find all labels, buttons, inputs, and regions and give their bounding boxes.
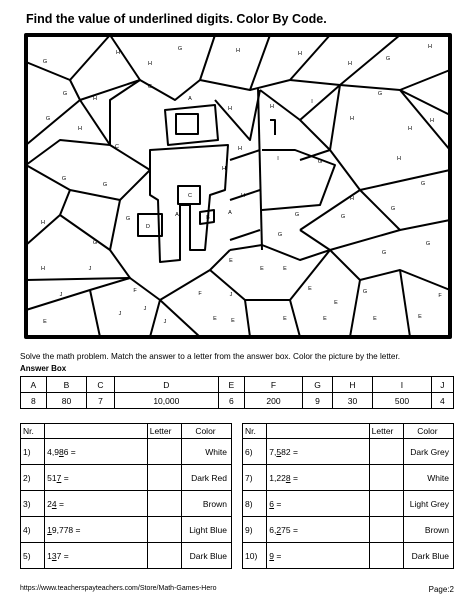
region-letter: C xyxy=(115,144,119,150)
region-letter: G xyxy=(381,250,387,256)
problems-table-left xyxy=(20,423,232,569)
color-name: Light Grey xyxy=(403,491,453,517)
region-letter: C xyxy=(188,193,192,199)
answer-letter: C xyxy=(87,377,115,393)
problem-number: 8) xyxy=(243,491,267,517)
table-row xyxy=(21,491,232,517)
underlined-digit: 6 xyxy=(269,498,275,509)
color-name: Brown xyxy=(403,517,453,543)
region-letter: H xyxy=(397,156,401,162)
region-letter: G xyxy=(277,232,283,238)
header-color: Color xyxy=(403,424,453,439)
region-letter: E xyxy=(283,266,287,272)
answer-letter: F xyxy=(244,377,303,393)
answer-values-row xyxy=(21,393,454,409)
problem-expression: 6,275 = xyxy=(267,517,369,543)
color-name: Dark Blue xyxy=(181,543,231,569)
region-letter: E xyxy=(323,316,327,322)
answer-value: 80 xyxy=(46,393,86,409)
region-letter: G xyxy=(385,56,391,62)
answer-value: 9 xyxy=(303,393,332,409)
region-letter: H xyxy=(236,48,240,54)
region-letter: E xyxy=(229,258,233,264)
problem-expression: 6 = xyxy=(267,491,369,517)
table-row xyxy=(21,439,232,465)
region-letter: H xyxy=(298,51,302,57)
underlined-digit: 2 xyxy=(276,524,282,535)
region-letter: G xyxy=(177,46,183,52)
region-letter: E xyxy=(283,316,287,322)
table-header-row xyxy=(21,424,232,439)
problems-table-right xyxy=(242,423,454,569)
region-letter: F xyxy=(133,288,137,294)
region-letter: G xyxy=(42,59,48,65)
problem-number: 4) xyxy=(21,517,45,543)
color-name: Dark Red xyxy=(181,465,231,491)
region-letter: H xyxy=(350,196,354,202)
region-letter: E xyxy=(260,266,264,272)
underlined-digit: 1 xyxy=(47,524,52,535)
answer-value: 4 xyxy=(431,393,453,409)
region-letter: I xyxy=(311,99,313,105)
problem-number: 6) xyxy=(243,439,267,465)
region-letter: E xyxy=(334,300,338,306)
letter-answer-cell[interactable] xyxy=(147,491,181,517)
header-nr: Nr. xyxy=(21,424,45,439)
table-row xyxy=(21,543,232,569)
color-name: Dark Grey xyxy=(403,439,453,465)
region-letter: H xyxy=(241,193,245,199)
region-letter: H xyxy=(430,118,434,124)
answer-letter: A xyxy=(21,377,47,393)
color-name: White xyxy=(181,439,231,465)
answer-letter: J xyxy=(431,377,453,393)
region-letter: G xyxy=(362,289,368,295)
region-letter: H xyxy=(270,104,274,110)
table-header-row xyxy=(243,424,454,439)
region-letter: G xyxy=(340,214,346,220)
answer-value: 8 xyxy=(21,393,47,409)
header-letter: Letter xyxy=(369,424,403,439)
underlined-digit: 9 xyxy=(269,550,275,561)
region-letter: H xyxy=(78,126,82,132)
problem-number: 3) xyxy=(21,491,45,517)
region-letter: B xyxy=(206,215,210,221)
region-letter: H xyxy=(222,166,226,172)
problem-number: 2) xyxy=(21,465,45,491)
table-row xyxy=(243,465,454,491)
problem-expression: 1,228 = xyxy=(267,465,369,491)
answer-letter: G xyxy=(303,377,332,393)
problem-expression: 24 = xyxy=(45,491,148,517)
region-letter: J xyxy=(59,292,63,298)
answer-value: 200 xyxy=(244,393,303,409)
instructions: Solve the math problem. Match the answer to a letter from the answer box. Color the picture by the letter. xyxy=(20,352,400,361)
region-letter: F xyxy=(198,291,202,297)
letter-answer-cell[interactable] xyxy=(147,439,181,465)
letter-answer-cell[interactable] xyxy=(147,465,181,491)
region-letter: A xyxy=(188,96,192,102)
region-letter: H xyxy=(93,96,97,102)
region-letter: G xyxy=(45,116,51,122)
letter-answer-cell[interactable] xyxy=(147,517,181,543)
page-number: Page:2 xyxy=(428,585,454,594)
table-row xyxy=(243,491,454,517)
region-letter: F xyxy=(438,293,442,299)
region-letter: G xyxy=(61,176,67,182)
answer-letter: D xyxy=(114,377,218,393)
region-letter: G xyxy=(377,91,383,97)
region-letter: G xyxy=(425,241,431,247)
problem-number: 10) xyxy=(243,543,267,569)
region-letter: E xyxy=(308,286,312,292)
region-letter: E xyxy=(213,316,217,322)
underlined-digit: 8 xyxy=(58,446,64,457)
letter-answer-cell[interactable] xyxy=(369,465,403,491)
region-letter: E xyxy=(373,316,377,322)
answer-value: 10,000 xyxy=(114,393,218,409)
answer-value: 30 xyxy=(332,393,372,409)
letter-answer-cell[interactable] xyxy=(369,543,403,569)
table-row xyxy=(21,465,232,491)
region-letter: H xyxy=(116,50,120,56)
region-letter: E xyxy=(231,318,235,324)
answer-letters-row xyxy=(21,377,454,393)
table-row xyxy=(243,517,454,543)
color-name: Dark Blue xyxy=(403,543,453,569)
region-letter: H xyxy=(148,61,152,67)
region-letter: H xyxy=(408,126,412,132)
header-letter: Letter xyxy=(147,424,181,439)
region-letter: J xyxy=(88,266,92,272)
region-letter: E xyxy=(418,314,422,320)
region-letter: H xyxy=(428,44,432,50)
problem-number: 1) xyxy=(21,439,45,465)
letter-answer-cell[interactable] xyxy=(369,517,403,543)
letter-answer-cell[interactable] xyxy=(369,439,403,465)
answer-box-table xyxy=(20,376,454,409)
region-letter: G xyxy=(92,240,98,246)
letter-answer-cell[interactable] xyxy=(147,543,181,569)
answer-letter: E xyxy=(218,377,244,393)
region-letter: H xyxy=(348,61,352,67)
region-letter: H xyxy=(41,220,45,226)
underlined-digit: 3 xyxy=(51,550,57,561)
region-letter: G xyxy=(294,212,300,218)
header-problem xyxy=(45,424,148,439)
answer-box-label: Answer Box xyxy=(20,364,67,373)
region-letter: H xyxy=(228,106,232,112)
region-letter: A xyxy=(175,212,179,218)
region-letter: G xyxy=(125,216,131,222)
underlined-digit: 8 xyxy=(285,472,291,483)
answer-value: 6 xyxy=(218,393,244,409)
region-letter: G xyxy=(420,181,426,187)
answer-value: 500 xyxy=(373,393,432,409)
region-letter: G xyxy=(62,91,68,97)
region-letter: H xyxy=(41,266,45,272)
answer-letter: I xyxy=(373,377,432,393)
region-letter: G xyxy=(317,159,323,165)
region-letter: J xyxy=(118,311,122,317)
region-letter: H xyxy=(238,146,242,152)
answer-letter: B xyxy=(46,377,86,393)
page-title: Find the value of underlined digits. Color By Code. xyxy=(26,12,327,26)
table-row xyxy=(243,543,454,569)
region-letter: G xyxy=(147,84,153,90)
region-letter: E xyxy=(43,319,47,325)
region-letter: I xyxy=(277,156,279,162)
region-letter: J xyxy=(163,319,167,325)
header-nr: Nr. xyxy=(243,424,267,439)
letter-answer-cell[interactable] xyxy=(369,491,403,517)
answer-value: 7 xyxy=(87,393,115,409)
color-name: Brown xyxy=(181,491,231,517)
problem-expression: 7,582 = xyxy=(267,439,369,465)
footer-url-link[interactable]: https://www.teacherspayteachers.com/Store/Math-Games-Hero xyxy=(20,585,217,592)
problem-number: 7) xyxy=(243,465,267,491)
header-problem xyxy=(267,424,369,439)
region-letter: J xyxy=(143,306,147,312)
problem-expression: 137 = xyxy=(45,543,148,569)
region-letter: J xyxy=(229,292,233,298)
underlined-digit: 5 xyxy=(276,446,282,457)
problem-number: 9) xyxy=(243,517,267,543)
region-letter: A xyxy=(228,210,232,216)
region-letter: H xyxy=(350,116,354,122)
answer-letter: H xyxy=(332,377,372,393)
color-name: White xyxy=(403,465,453,491)
problem-expression: 9 = xyxy=(267,543,369,569)
region-letter: D xyxy=(146,224,150,230)
table-row xyxy=(243,439,454,465)
problem-expression: 517 = xyxy=(45,465,148,491)
region-letter: G xyxy=(102,182,108,188)
problem-expression: 4,986 = xyxy=(45,439,148,465)
problem-expression: 19,778 = xyxy=(45,517,148,543)
region-letter: G xyxy=(390,206,396,212)
problem-number: 5) xyxy=(21,543,45,569)
header-color: Color xyxy=(181,424,231,439)
underlined-digit: 7 xyxy=(56,472,62,483)
color-name: Light Blue xyxy=(181,517,231,543)
underlined-digit: 4 xyxy=(51,498,57,509)
table-row xyxy=(21,517,232,543)
